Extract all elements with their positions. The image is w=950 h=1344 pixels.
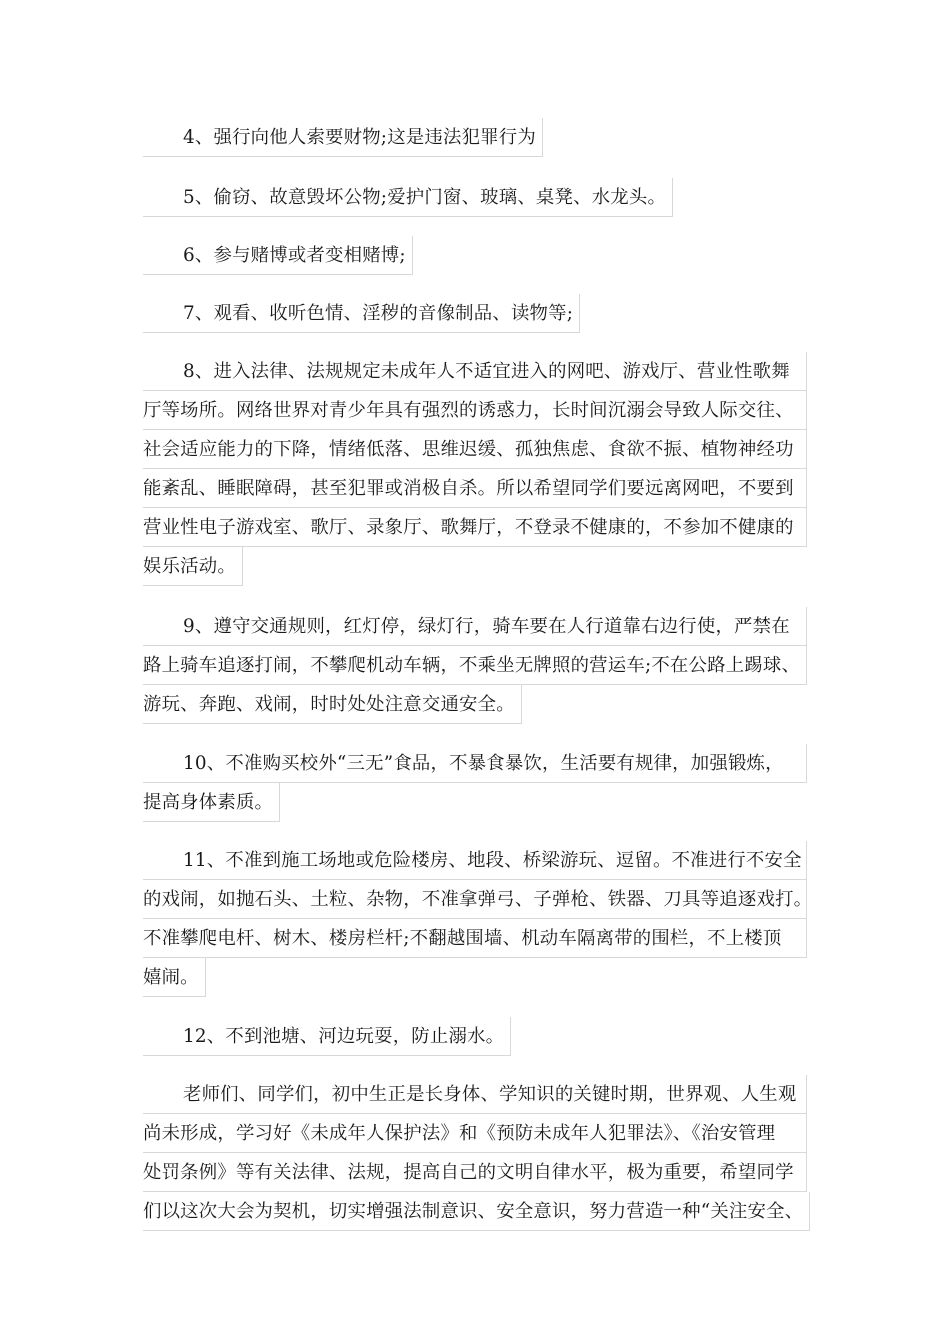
paragraph (143, 178, 807, 217)
paragraph (143, 1017, 807, 1056)
paragraph-line: 社会适应能力的下降，情绪低落、思维迟缓、孤独焦虑、食欲不振、植物神经功 (143, 430, 807, 469)
paragraph-line: 8、进入法律、法规规定未成年人不适宜进入的网吧、游戏厅、营业性歌舞 (143, 352, 807, 391)
paragraph-line: 能紊乱、睡眠障碍，甚至犯罪或消极自杀。所以希望同学们要远离网吧，不要到 (143, 469, 807, 508)
paragraph (143, 1075, 807, 1231)
paragraph (143, 841, 813, 997)
paragraph-line: 尚未形成，学习好《未成年人保护法》和《预防未成年人犯罪法》、《治安管理 (143, 1114, 807, 1153)
paragraph-line: 处罚条例》等有关法律、法规，提高自己的文明自律水平，极为重要，希望同学 (143, 1153, 807, 1192)
paragraph-line: 4、强行向他人索要财物;这是违法犯罪行为 (143, 118, 543, 157)
paragraph-line: 11、不准到施工场地或危险楼房、地段、桥梁游玩、逗留。不准进行不安全 (143, 841, 807, 880)
paragraph (143, 294, 807, 333)
paragraph-line: 路上骑车追逐打闹，不攀爬机动车辆，不乘坐无牌照的营运车;不在公路上踢球、 (143, 646, 807, 685)
paragraph (143, 118, 807, 157)
paragraph-line: 10、不准购买校外“三无”食品，不暴食暴饮，生活要有规律，加强锻炼， (143, 744, 807, 783)
paragraph-line: 厅等场所。网络世界对青少年具有强烈的诱惑力，长时间沉溺会导致人际交往、 (143, 391, 807, 430)
paragraph-line: 们以这次大会为契机，切实增强法制意识、安全意识，努力营造一种“关注安全、 (143, 1192, 810, 1231)
paragraph-line: 的戏闹，如抛石头、土粒、杂物，不准拿弹弓、子弹枪、铁器、刀具等追逐戏打。 (143, 880, 807, 919)
paragraph-line: 7、观看、收听色情、淫秽的音像制品、读物等; (143, 294, 580, 333)
paragraph-line: 不准攀爬电杆、树木、楼房栏杆;不翻越围墙、机动车隔离带的围栏，不上楼顶 (143, 919, 807, 958)
paragraph (143, 607, 807, 724)
paragraph-line: 9、遵守交通规则，红灯停，绿灯行，骑车要在人行道靠右边行使，严禁在 (143, 607, 807, 646)
paragraph-line: 老师们、同学们，初中生正是长身体、学知识的关键时期，世界观、人生观 (143, 1075, 807, 1114)
paragraph-line: 嬉闹。 (143, 958, 206, 997)
paragraph-line: 12、不到池塘、河边玩耍，防止溺水。 (143, 1017, 511, 1056)
paragraph (143, 352, 807, 586)
paragraph-line: 娱乐活动。 (143, 547, 243, 586)
paragraph (143, 744, 807, 822)
paragraph-line: 6、参与赌博或者变相赌博; (143, 236, 413, 275)
paragraph-line: 游玩、奔跑、戏闹，时时处处注意交通安全。 (143, 685, 522, 724)
paragraph (143, 236, 807, 275)
paragraph-line: 5、偷窃、故意毁坏公物;爱护门窗、玻璃、桌凳、水龙头。 (143, 178, 673, 217)
paragraph-line: 提高身体素质。 (143, 783, 280, 822)
paragraph-line: 营业性电子游戏室、歌厅、录象厅、歌舞厅，不登录不健康的，不参加不健康的 (143, 508, 807, 547)
